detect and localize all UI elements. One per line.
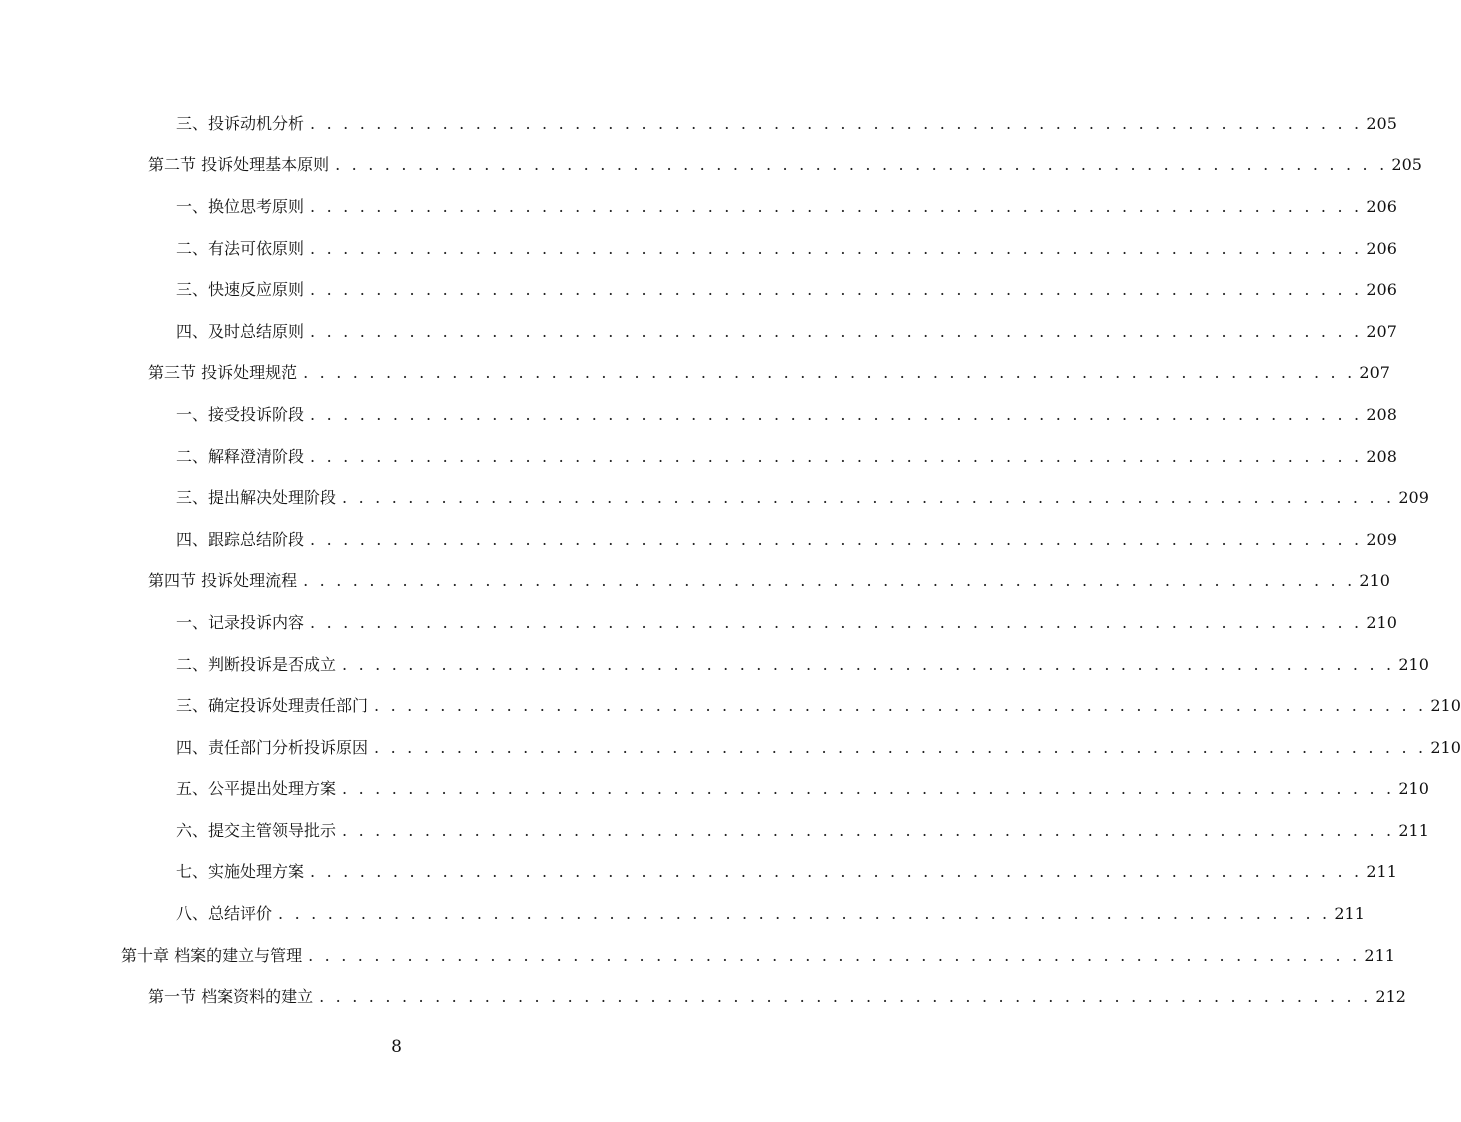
toc-entry[interactable] (0, 602, 1397, 644)
toc-entry[interactable] (0, 103, 1397, 145)
toc-dot-leader: . . . . . . . . . . . . . . . . . . . . . . . . . . . . . . . . . . . . . . . . . . . . . . . . . . . . . . . . . . . . . . . . (310, 196, 1363, 216)
toc-dot-leader: . . . . . . . . . . . . . . . . . . . . . . . . . . . . . . . . . . . . . . . . . . . . . . . . . . . . . . . . . . . . . . . . (374, 737, 1427, 757)
toc-entry[interactable] (0, 269, 1397, 311)
toc-entry[interactable] (0, 477, 1429, 519)
toc-dot-leader: . . . . . . . . . . . . . . . . . . . . . . . . . . . . . . . . . . . . . . . . . . . . . . . . . . . . . . . . . . . . . . . . (310, 280, 1363, 300)
toc-entry-page: 208 (1366, 404, 1397, 424)
toc-entry[interactable] (0, 769, 1429, 811)
toc-entry-title: 第二节 投诉处理基本原则 (148, 155, 330, 175)
toc-dot-leader: . . . . . . . . . . . . . . . . . . . . . . . . . . . . . . . . . . . . . . . . . . . . . . . . . . . . . . . . . . . . . . . . (342, 654, 1395, 674)
toc-entry-page: 211 (1334, 904, 1365, 924)
toc-entry-title: 第四节 投诉处理流程 (148, 571, 298, 591)
toc-entry[interactable] (0, 727, 1461, 769)
toc-entry-page: 210 (1430, 696, 1461, 716)
toc-entry-title: 八、总结评价 (176, 904, 273, 924)
toc-entry[interactable] (0, 852, 1397, 894)
toc-entry-page: 205 (1366, 113, 1397, 133)
toc-entry-title: 一、换位思考原则 (176, 196, 305, 216)
toc-entry-title: 二、有法可依原则 (176, 238, 305, 258)
toc-dot-leader: . . . . . . . . . . . . . . . . . . . . . . . . . . . . . . . . . . . . . . . . . . . . . . . . . . . . . . . . . . . . . . . . (310, 612, 1363, 632)
toc-entry[interactable] (0, 893, 1365, 935)
toc-entry-title: 第三节 投诉处理规范 (148, 363, 298, 383)
toc-dot-leader: . . . . . . . . . . . . . . . . . . . . . . . . . . . . . . . . . . . . . . . . . . . . . . . . . . . . . . . . . . . . . . . . (310, 321, 1363, 341)
toc-entry-title: 第一节 档案资料的建立 (148, 987, 314, 1007)
toc-entry-page: 207 (1359, 363, 1390, 383)
toc-entry-title: 一、接受投诉阶段 (176, 404, 305, 424)
page-number: 8 (391, 1037, 402, 1057)
toc-dot-leader: . . . . . . . . . . . . . . . . . . . . . . . . . . . . . . . . . . . . . . . . . . . . . . . . . . . . . . . . . . . . . . . . (335, 155, 1388, 175)
toc-entry-title: 三、快速反应原则 (176, 280, 305, 300)
toc-dot-leader: . . . . . . . . . . . . . . . . . . . . . . . . . . . . . . . . . . . . . . . . . . . . . . . . . . . . . . . . . . . . . . . . (310, 113, 1363, 133)
toc-entry[interactable] (0, 186, 1397, 228)
toc-entry[interactable] (0, 810, 1429, 852)
toc-entry[interactable] (0, 976, 1406, 1018)
toc-dot-leader: . . . . . . . . . . . . . . . . . . . . . . . . . . . . . . . . . . . . . . . . . . . . . . . . . . . . . . . . . . . . . . . . (319, 987, 1372, 1007)
toc-dot-leader: . . . . . . . . . . . . . . . . . . . . . . . . . . . . . . . . . . . . . . . . . . . . . . . . . . . . . . . . . . . . . . . . (342, 779, 1395, 799)
toc-dot-leader: . . . . . . . . . . . . . . . . . . . . . . . . . . . . . . . . . . . . . . . . . . . . . . . . . . . . . . . . . . . . . . . . (278, 904, 1331, 924)
toc-entry-page: 207 (1366, 321, 1397, 341)
toc-dot-leader: . . . . . . . . . . . . . . . . . . . . . . . . . . . . . . . . . . . . . . . . . . . . . . . . . . . . . . . . . . . . . . . . (310, 238, 1363, 258)
toc-entry[interactable] (0, 353, 1390, 395)
toc-entry-title: 第十章 档案的建立与管理 (121, 945, 303, 965)
toc-entry-page: 209 (1398, 488, 1429, 508)
toc-dot-leader: . . . . . . . . . . . . . . . . . . . . . . . . . . . . . . . . . . . . . . . . . . . . . . . . . . . . . . . . . . . . . . . . (303, 571, 1356, 591)
toc-entry[interactable] (0, 394, 1397, 436)
toc-entry[interactable] (0, 935, 1395, 977)
toc-entry-page: 209 (1366, 529, 1397, 549)
toc-dot-leader: . . . . . . . . . . . . . . . . . . . . . . . . . . . . . . . . . . . . . . . . . . . . . . . . . . . . . . . . . . . . . . . . (310, 404, 1363, 424)
toc-entry-page: 210 (1359, 571, 1390, 591)
toc-entry[interactable] (0, 145, 1422, 187)
toc-entry[interactable] (0, 644, 1429, 686)
toc-entry-page: 211 (1364, 945, 1395, 965)
toc-entry-title: 四、责任部门分析投诉原因 (176, 737, 369, 757)
toc-entry-page: 210 (1430, 737, 1461, 757)
toc-entry-page: 210 (1398, 779, 1429, 799)
toc-entry-title: 一、记录投诉内容 (176, 612, 305, 632)
toc-dot-leader: . . . . . . . . . . . . . . . . . . . . . . . . . . . . . . . . . . . . . . . . . . . . . . . . . . . . . . . . . . . . . . . . (310, 446, 1363, 466)
toc-entry-page: 206 (1366, 280, 1397, 300)
toc-entry-title: 五、公平提出处理方案 (176, 779, 337, 799)
table-of-contents (0, 103, 1461, 1018)
toc-entry[interactable] (0, 228, 1397, 270)
toc-entry-page: 205 (1391, 155, 1422, 175)
toc-dot-leader: . . . . . . . . . . . . . . . . . . . . . . . . . . . . . . . . . . . . . . . . . . . . . . . . . . . . . . . . . . . . . . . . (374, 696, 1427, 716)
toc-entry-page: 210 (1398, 654, 1429, 674)
toc-entry-title: 二、解释澄清阶段 (176, 446, 305, 466)
toc-entry[interactable] (0, 519, 1397, 561)
toc-entry-page: 206 (1366, 238, 1397, 258)
toc-dot-leader: . . . . . . . . . . . . . . . . . . . . . . . . . . . . . . . . . . . . . . . . . . . . . . . . . . . . . . . . . . . . . . . . (342, 488, 1395, 508)
toc-entry-page: 210 (1366, 612, 1397, 632)
toc-dot-leader: . . . . . . . . . . . . . . . . . . . . . . . . . . . . . . . . . . . . . . . . . . . . . . . . . . . . . . . . . . . . . . . . (310, 529, 1363, 549)
toc-entry-title: 三、投诉动机分析 (176, 113, 305, 133)
toc-entry-title: 六、提交主管领导批示 (176, 820, 337, 840)
toc-dot-leader: . . . . . . . . . . . . . . . . . . . . . . . . . . . . . . . . . . . . . . . . . . . . . . . . . . . . . . . . . . . . . . . . (310, 862, 1363, 882)
toc-entry-title: 四、跟踪总结阶段 (176, 529, 305, 549)
toc-entry-page: 211 (1366, 862, 1397, 882)
toc-entry[interactable] (0, 311, 1397, 353)
toc-entry[interactable] (0, 685, 1461, 727)
toc-entry-page: 208 (1366, 446, 1397, 466)
toc-entry-title: 七、实施处理方案 (176, 862, 305, 882)
toc-dot-leader: . . . . . . . . . . . . . . . . . . . . . . . . . . . . . . . . . . . . . . . . . . . . . . . . . . . . . . . . . . . . . . . . (303, 363, 1356, 383)
toc-dot-leader: . . . . . . . . . . . . . . . . . . . . . . . . . . . . . . . . . . . . . . . . . . . . . . . . . . . . . . . . . . . . . . . . (308, 945, 1361, 965)
toc-entry-title: 三、确定投诉处理责任部门 (176, 696, 369, 716)
toc-entry-page: 212 (1375, 987, 1406, 1007)
toc-entry-page: 211 (1398, 820, 1429, 840)
toc-entry-page: 206 (1366, 196, 1397, 216)
toc-entry-title: 三、提出解决处理阶段 (176, 488, 337, 508)
toc-dot-leader: . . . . . . . . . . . . . . . . . . . . . . . . . . . . . . . . . . . . . . . . . . . . . . . . . . . . . . . . . . . . . . . . (342, 820, 1395, 840)
toc-entry[interactable] (0, 561, 1390, 603)
toc-entry-title: 四、及时总结原则 (176, 321, 305, 341)
toc-entry-title: 二、判断投诉是否成立 (176, 654, 337, 674)
toc-entry[interactable] (0, 436, 1397, 478)
